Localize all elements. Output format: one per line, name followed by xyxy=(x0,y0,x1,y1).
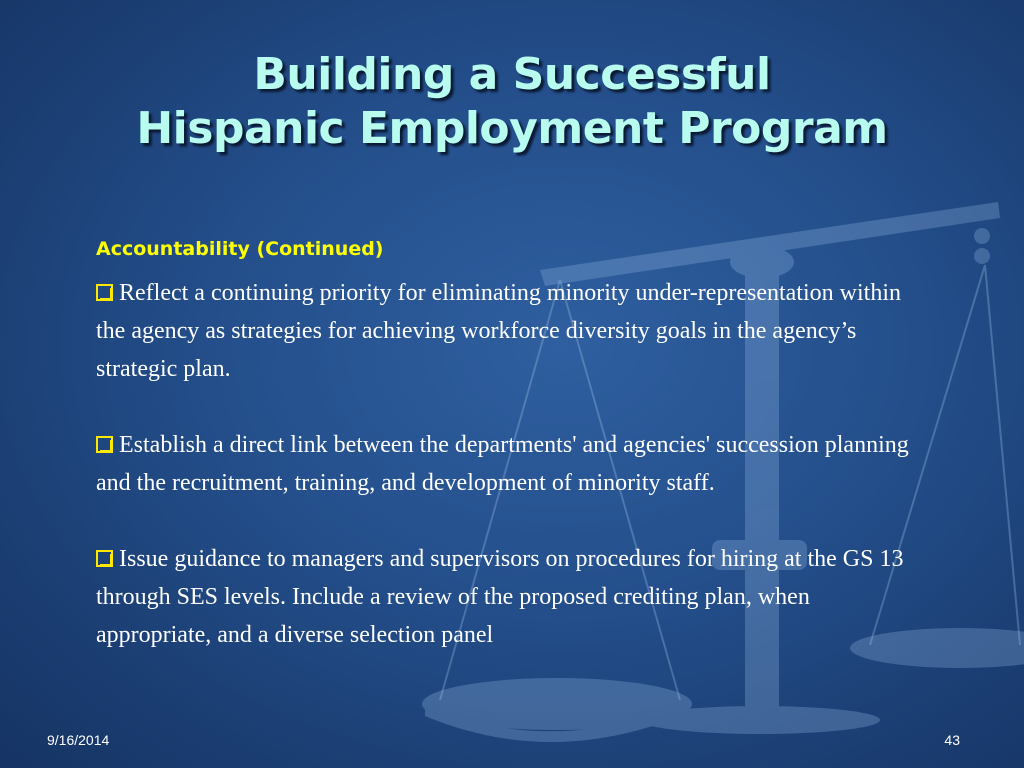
slide-title-line-1: Building a Successful xyxy=(253,49,771,100)
bullet-text: Issue guidance to managers and supervisors on procedures for hiring at the GS 13 through SES levels. Include a review of the proposed crediting plan, when appropriate, and a diverse selection panel xyxy=(96,546,904,648)
slide-title xyxy=(0,48,1024,156)
bullet-list xyxy=(96,274,916,654)
bullet-item xyxy=(96,274,916,388)
bullet-text: Establish a direct link between the departments' and agencies' succession planning and the recruitment, training, and development of minority staff. xyxy=(96,432,909,496)
bullet-item xyxy=(96,540,916,654)
slide-title-line-2: Hispanic Employment Program xyxy=(136,103,888,154)
footer-page-number: 43 xyxy=(944,732,960,748)
checkbox-icon xyxy=(96,550,113,567)
section-subheading: Accountability (Continued) xyxy=(96,238,384,260)
bullet-item xyxy=(96,426,916,502)
checkbox-icon xyxy=(96,284,113,301)
bullet-text: Reflect a continuing priority for eliminating minority under-representation within the agency as strategies for achieving workforce diversity goals in the agency’s strategic plan. xyxy=(96,280,901,382)
checkbox-icon xyxy=(96,436,113,453)
footer-date: 9/16/2014 xyxy=(47,732,110,748)
